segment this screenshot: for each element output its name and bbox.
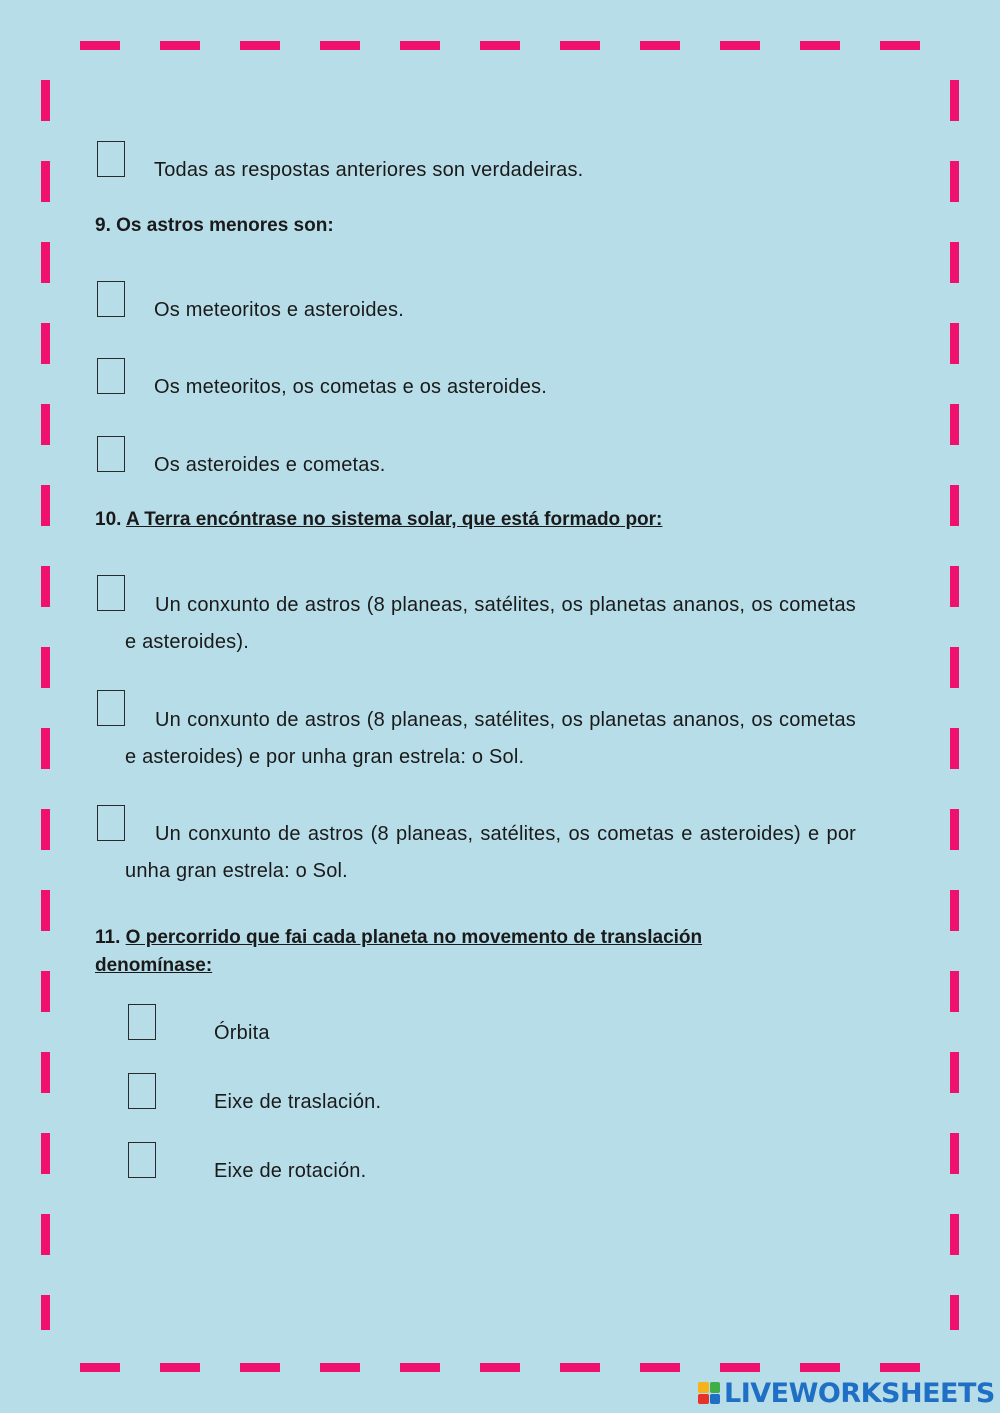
q9-option-label-2: Os meteoritos, os cometas e os asteroides. [154,376,548,398]
q8-option-label-1: Todas as respostas anteriores son verdadeiras. [154,159,584,181]
q11-question-text-2: denomínase: [95,955,213,976]
q10-option-label-2: Un conxunto de astros (8 planeas, satélites, os planetas ananos, os cometas e asteroides) e por unha gran estrela: o Sol. [125,709,856,768]
liveworksheets-logo-icon [698,1382,720,1404]
dashed-border-left [41,80,50,1330]
q11-option-checkbox-2[interactable] [128,1073,156,1109]
q11-option-label-1: Órbita [214,1022,270,1044]
liveworksheets-logo[interactable] [698,1378,995,1408]
q9-option-label-3: Os asteroides e cometas. [154,454,386,476]
q10-option-label-3: Un conxunto de astros (8 planeas, satélites, os cometas e asteroides) e por unha gran estrela: o Sol. [125,823,856,882]
q9-number: 9. [95,215,111,236]
q11-number: 11. [95,927,121,948]
dashed-border-bottom [80,1363,928,1372]
q11-option-label-3: Eixe de rotación. [214,1160,367,1182]
q10-question-text: A Terra encóntrase no sistema solar, que está formado por: [126,509,663,530]
q10-number: 10. [95,509,122,530]
q9-option-label-1: Os meteoritos e asteroides. [154,299,404,321]
q10-option-checkbox-3[interactable] [97,805,125,841]
q11-question-line-1 [95,927,702,949]
q10-option-checkbox-2[interactable] [97,690,125,726]
q11-question-text-1: O percorrido que fai cada planeta no movemento de translación [125,927,703,948]
liveworksheets-logo-text: LIVEWORKSHEETS [724,1377,995,1409]
q9-option-checkbox-2[interactable] [97,358,125,394]
q9-question-text: Os astros menores son: [116,215,334,236]
q11-option-label-2: Eixe de traslación. [214,1091,382,1113]
q11-question-line-2 [95,955,212,977]
q10-question [95,509,662,531]
q9-option-checkbox-1[interactable] [97,281,125,317]
q11-option-checkbox-3[interactable] [128,1142,156,1178]
q10-option-checkbox-1[interactable] [97,575,125,611]
q8-option-checkbox-1[interactable] [97,141,125,177]
q10-option-label-1: Un conxunto de astros (8 planeas, satélites, os planetas ananos, os cometas e asteroides). [125,594,856,653]
dashed-border-top [80,41,928,50]
dashed-border-right [950,80,959,1330]
q9-option-checkbox-3[interactable] [97,436,125,472]
q11-option-checkbox-1[interactable] [128,1004,156,1040]
q9-question [95,215,334,237]
